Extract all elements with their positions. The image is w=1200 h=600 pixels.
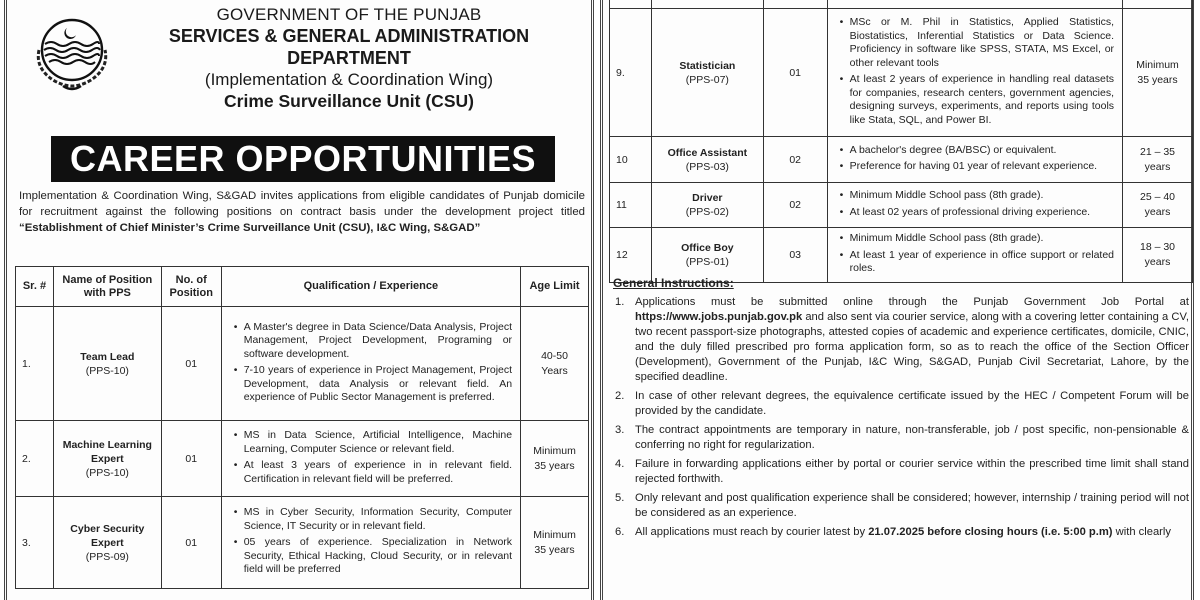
header-age-limit: Age Limit bbox=[521, 267, 589, 307]
age-unit: 35 years bbox=[534, 543, 575, 556]
intro-text: Implementation & Coordination Wing, S&GAD invites applications from eligible candidates of Punjab domicile for recruitment against the following positions on contract basis under the development project titled bbox=[19, 190, 585, 218]
row-position bbox=[53, 307, 161, 421]
qualification-item: • Minimum Middle School pass (8th grade). bbox=[840, 189, 1114, 203]
qualification-item: • MS in Data Science, Artificial Intelligence, Machine Learning, Computer Science or relevant field. bbox=[234, 429, 512, 456]
age-unit: years bbox=[1144, 206, 1171, 218]
position-name: Cyber Security Expert bbox=[70, 522, 145, 549]
position-pps: (PPS-09) bbox=[85, 550, 129, 563]
row-count: 01 bbox=[161, 307, 221, 421]
instruction-text: In case of other relevant degrees, the equivalence certificate issued by the HEC / Competent Forum will be provided by the candidate. bbox=[635, 390, 1189, 417]
instruction-text: and also sent via courier service, along with a covering letter containing a CV, two recent passport-size photographs, attested copies of academic and experience certificates, domicile, CNIC, and the duly filled prescribed pro forma application form, so as to reach the office of the Section Officer (Development), Government of the Punjab, I&C Wing, S&GAD, Punjab Civil Secretariat, Lahore, by the specified deadline. bbox=[635, 311, 1189, 383]
instruction-number: 1. bbox=[615, 296, 625, 308]
age-value: 18 – 30 bbox=[1139, 240, 1176, 253]
table-row bbox=[16, 307, 589, 421]
instruction-text: Applications must be submitted online through the Punjab Government Job Portal at bbox=[635, 296, 1189, 308]
row-age-limit bbox=[1123, 9, 1193, 137]
table-row bbox=[610, 183, 1193, 228]
positions-table-left bbox=[15, 266, 589, 589]
table-row bbox=[610, 137, 1193, 183]
qualification-item: • Preference for having 01 year of relevant experience. bbox=[840, 160, 1114, 174]
qualification-item: • At least 02 years of professional driving experience. bbox=[840, 206, 1114, 220]
instructions-list bbox=[613, 295, 1189, 540]
position-pps: (PPS-02) bbox=[685, 206, 729, 218]
instruction-text: The contract appointments are temporary in nature, non-transferable, job / post specific, non-pensionable & conferring no right for regularization. bbox=[635, 424, 1189, 451]
age-value: Minimum bbox=[1136, 58, 1179, 71]
qualification-item: • A Master's degree in Data Science/Data Analysis, Project Management, Project Development, Programing or software development. bbox=[234, 321, 512, 362]
row-position bbox=[651, 137, 763, 183]
row-age-limit bbox=[1123, 228, 1193, 283]
row-position bbox=[651, 9, 763, 137]
row-qualification bbox=[221, 421, 520, 497]
age-value: Minimum bbox=[533, 444, 576, 457]
row-qualification bbox=[827, 9, 1122, 137]
right-page-panel bbox=[600, 0, 1194, 600]
table-row bbox=[16, 421, 589, 497]
qualification-item: • At least 2 years of experience in handling real datasets for companies, research centers, government agencies, designing surveys, experiments, and reports using tools like Stata, SQL, and Power BI. bbox=[840, 73, 1114, 127]
left-page-panel bbox=[4, 0, 594, 600]
age-unit: 35 years bbox=[1137, 73, 1178, 86]
age-value: 21 – 35 bbox=[1139, 145, 1176, 158]
department-title-line1: SERVICES & GENERAL ADMINISTRATION bbox=[168, 26, 530, 46]
row-qualification bbox=[827, 137, 1122, 183]
row-count: 01 bbox=[161, 421, 221, 497]
position-name: Office Boy bbox=[681, 241, 734, 254]
table-row bbox=[610, 228, 1193, 283]
qualification-item: • A bachelor's degree (BA/BSC) or equivalent. bbox=[840, 144, 1114, 158]
government-title: GOVERNMENT OF THE PUNJAB bbox=[216, 5, 482, 24]
row-sr: 12 bbox=[610, 228, 652, 283]
intro-paragraph bbox=[19, 188, 585, 236]
qualification-item: • 7-10 years of experience in Project Management, Project Development, data Analysis or relevant field. An experience of Public Sector Management is preferred. bbox=[234, 364, 512, 405]
position-pps: (PPS-03) bbox=[685, 160, 729, 173]
instruction-item bbox=[613, 423, 1189, 453]
row-count: 02 bbox=[763, 137, 827, 183]
positions-table-right bbox=[609, 0, 1193, 283]
instruction-text: All applications must reach by courier latest by bbox=[635, 526, 869, 538]
row-qualification bbox=[221, 497, 520, 589]
age-unit: Years bbox=[541, 364, 568, 377]
instruction-number: 3. bbox=[615, 424, 625, 436]
instruction-number: 4. bbox=[615, 458, 625, 470]
header-qualification: Qualification / Experience bbox=[221, 267, 520, 307]
row-qualification bbox=[827, 183, 1122, 228]
row-age-limit bbox=[1123, 183, 1193, 228]
row-sr: 2. bbox=[16, 421, 54, 497]
position-pps: (PPS-10) bbox=[85, 364, 129, 377]
row-position bbox=[53, 421, 161, 497]
table-row-partial bbox=[610, 0, 1193, 9]
row-count: 02 bbox=[763, 183, 827, 228]
row-position bbox=[651, 228, 763, 283]
instruction-item bbox=[613, 295, 1189, 385]
instruction-text: with clearly bbox=[1112, 526, 1171, 538]
career-opportunities-banner: CAREER OPPORTUNITIES bbox=[51, 136, 555, 182]
row-qualification bbox=[827, 228, 1122, 283]
row-count: 03 bbox=[763, 228, 827, 283]
position-name: Machine Learning Expert bbox=[62, 438, 152, 465]
qualification-item: • At least 1 year of experience in office support or related roles. bbox=[840, 249, 1114, 276]
position-name: Office Assistant bbox=[667, 146, 748, 159]
table-row bbox=[610, 9, 1193, 137]
row-sr: 10 bbox=[610, 137, 652, 183]
row-position bbox=[651, 183, 763, 228]
position-name: Team Lead bbox=[80, 350, 135, 363]
instruction-item bbox=[613, 491, 1189, 521]
unit-subtitle: Crime Surveillance Unit (CSU) bbox=[224, 91, 474, 111]
row-age-limit bbox=[1123, 137, 1193, 183]
row-sr: 9. bbox=[610, 9, 652, 137]
table-header-row bbox=[16, 267, 589, 307]
position-name: Driver bbox=[692, 192, 723, 204]
instruction-number: 6. bbox=[615, 526, 625, 538]
header-position-name: Name of Position with PPS bbox=[53, 267, 161, 307]
deadline-text: 21.07.2025 before closing hours (i.e. 5:00 p.m) bbox=[868, 526, 1113, 538]
age-value: 40-50 bbox=[541, 349, 568, 362]
qualification-item: • MS in Cyber Security, Information Security, Computer Science, IT Security or in relevant field. bbox=[234, 506, 512, 533]
advertisement-header bbox=[7, 0, 591, 134]
age-value: Minimum bbox=[533, 528, 576, 541]
row-sr: 1. bbox=[16, 307, 54, 421]
instruction-item bbox=[613, 525, 1189, 540]
instruction-item bbox=[613, 457, 1189, 487]
age-value: 25 – 40 bbox=[1139, 191, 1176, 203]
position-name: Statistician bbox=[679, 59, 736, 72]
age-unit: years bbox=[1144, 255, 1171, 268]
row-count: 01 bbox=[763, 9, 827, 137]
row-sr: 11 bbox=[610, 183, 652, 228]
instruction-number: 2. bbox=[615, 390, 625, 402]
qualification-item: • At least 3 years of experience in in relevant field. Certification in relevant field will be preferred. bbox=[234, 459, 512, 486]
table-row bbox=[16, 497, 589, 589]
header-sr: Sr. # bbox=[16, 267, 54, 307]
row-sr: 3. bbox=[16, 497, 54, 589]
row-qualification bbox=[221, 307, 520, 421]
position-pps: (PPS-10) bbox=[85, 466, 129, 479]
instruction-number: 5. bbox=[615, 492, 625, 504]
wing-subtitle: (Implementation & Coordination Wing) bbox=[204, 70, 494, 89]
instruction-item bbox=[613, 389, 1189, 419]
department-title-line2: DEPARTMENT bbox=[287, 48, 411, 68]
position-pps: (PPS-01) bbox=[685, 255, 729, 268]
instruction-text: Failure in forwarding applications either by portal or courier service within the prescribed time limit shall stand rejected forthwith. bbox=[635, 458, 1189, 485]
general-instructions bbox=[613, 276, 1189, 544]
qualification-item: • MSc or M. Phil in Statistics, Applied Statistics, Biostatistics, Inferential Statistics or Data Science. Proficiency in software like SPSS, STATA, MS Excel, or other relevant tools bbox=[840, 16, 1114, 70]
project-title: “Establishment of Chief Minister’s Crime Surveillance Unit (CSU), I&C Wing, S&GAD” bbox=[19, 222, 481, 234]
age-unit: years bbox=[1144, 160, 1171, 173]
punjab-emblem-icon bbox=[27, 10, 117, 96]
instruction-text: Only relevant and post qualification experience shall be considered; however, internship / training period will not be considered as an experience. bbox=[635, 492, 1189, 519]
row-age-limit bbox=[521, 497, 589, 589]
header-position-count: No. of Position bbox=[161, 267, 221, 307]
qualification-item: • 05 years of experience. Specialization in Network Security, Ethical Hacking, Cloud Security, or in relevant field will be preferred bbox=[234, 536, 512, 577]
row-age-limit bbox=[521, 421, 589, 497]
age-unit: 35 years bbox=[534, 459, 575, 472]
position-pps: (PPS-07) bbox=[685, 73, 729, 86]
qualification-item: • Minimum Middle School pass (8th grade). bbox=[840, 232, 1114, 246]
row-position bbox=[53, 497, 161, 589]
row-count: 01 bbox=[161, 497, 221, 589]
instructions-title: General Instructions: bbox=[613, 276, 734, 290]
job-portal-link[interactable]: https://www.jobs.punjab.gov.pk bbox=[635, 311, 803, 323]
row-age-limit bbox=[521, 307, 589, 421]
